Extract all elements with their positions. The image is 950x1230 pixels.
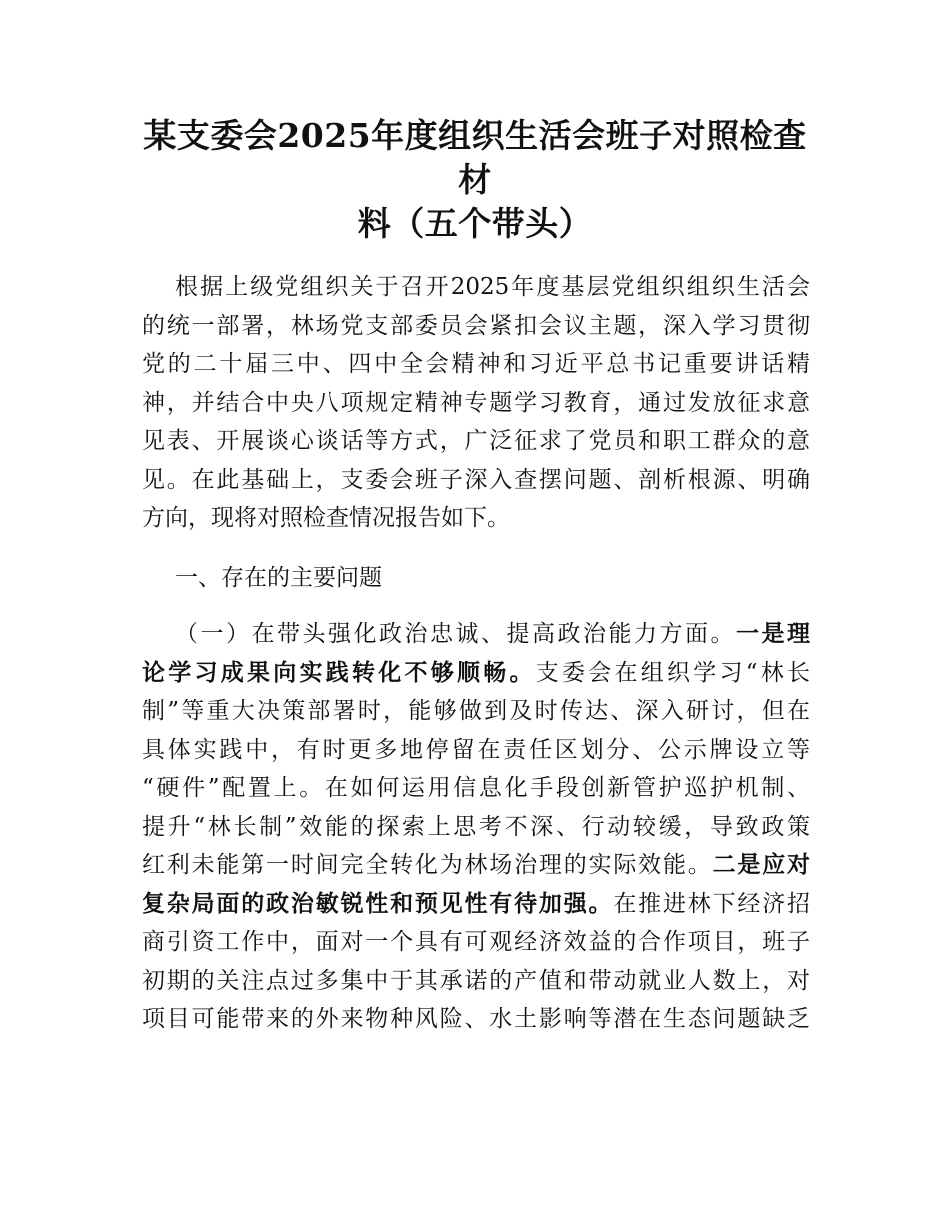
section-1-paragraph — [142, 615, 810, 1039]
text-segment: 支委会在组织学习“林长 — [535, 659, 810, 686]
text-line — [142, 307, 810, 346]
intro-paragraph — [142, 268, 810, 538]
text-segment: 初期的关注点过多集中于其承诺的产值和带动就业人数上，对 — [142, 967, 810, 994]
text-line — [142, 345, 810, 384]
title-line-1: 某支委会2025年度组织生活会班子对照检查材 — [143, 116, 807, 199]
bold-text-segment: 二是应对 — [712, 851, 810, 878]
text-segment: 方向，现将对照检查情况报告如下。 — [142, 505, 510, 531]
text-line — [142, 692, 810, 731]
text-line — [142, 615, 810, 654]
bold-text-segment: 复杂局面的政治敏锐性和预见性有待加强。 — [142, 889, 614, 917]
section-heading: 一、存在的主要问题 — [175, 564, 382, 591]
text-segment: 的统一部署，林场党支部委员会紧扣会议主题，深入学习贯彻 — [142, 312, 810, 339]
text-segment: 根据上级党组织关于召开2025年度基层党组织组织生活会 — [175, 274, 810, 300]
text-segment: 具体实践中，有时更多地停留在责任区划分、公示牌设立等 — [142, 736, 810, 763]
bold-text-segment: 一是理 — [736, 620, 810, 647]
bold-text-segment: 论学习成果向实践转化不够顺畅。 — [142, 658, 536, 686]
text-line — [142, 731, 810, 770]
text-segment: 商引资工作中，面对一个具有可观经济效益的合作项目，班子 — [142, 929, 810, 955]
text-line — [142, 846, 810, 885]
document-body — [142, 268, 810, 1039]
text-line — [142, 962, 810, 1001]
text-segment: 见。在此基础上，支委会班子深入查摆问题、剖析根源、明确 — [142, 466, 810, 493]
text-segment: 红利未能第一时间完全转化为林场治理的实际效能。 — [142, 852, 713, 878]
text-line — [142, 268, 810, 307]
text-segment: “硬件”配置上。在如何运用信息化手段创新管护巡护机制、 — [142, 775, 810, 801]
text-segment: 神，并结合中央八项规定精神专题学习教育，通过发放征求意 — [142, 389, 810, 416]
text-line — [142, 499, 810, 538]
text-line — [142, 923, 810, 962]
text-line — [142, 885, 810, 924]
text-line — [142, 422, 810, 461]
text-line — [142, 384, 810, 423]
text-segment: 制”等重大决策部署时，能够做到及时传达、深入研讨，但在 — [142, 698, 810, 724]
text-line — [142, 461, 810, 500]
text-line — [142, 1000, 810, 1039]
text-segment: 见表、开展谈心谈话等方式，广泛征求了党员和职工群众的意 — [142, 428, 810, 454]
title-line-2: 料（五个带头） — [357, 204, 593, 243]
text-segment: 党的二十届三中、四中全会精神和习近平总书记重要讲话精 — [142, 351, 810, 377]
text-line — [142, 654, 810, 693]
text-segment: 提升“林长制”效能的探索上思考不深、行动较缓，导致政策 — [142, 813, 810, 840]
text-segment: 在推进林下经济招 — [613, 890, 810, 917]
document-title — [130, 114, 820, 246]
text-line — [142, 808, 810, 847]
text-segment: 项目可能带来的外来物种风险、水土影响等潜在生态问题缺乏 — [142, 1006, 810, 1032]
text-segment: （一）在带头强化政治忠诚、提高政治能力方面。 — [175, 621, 736, 647]
text-line — [142, 769, 810, 808]
